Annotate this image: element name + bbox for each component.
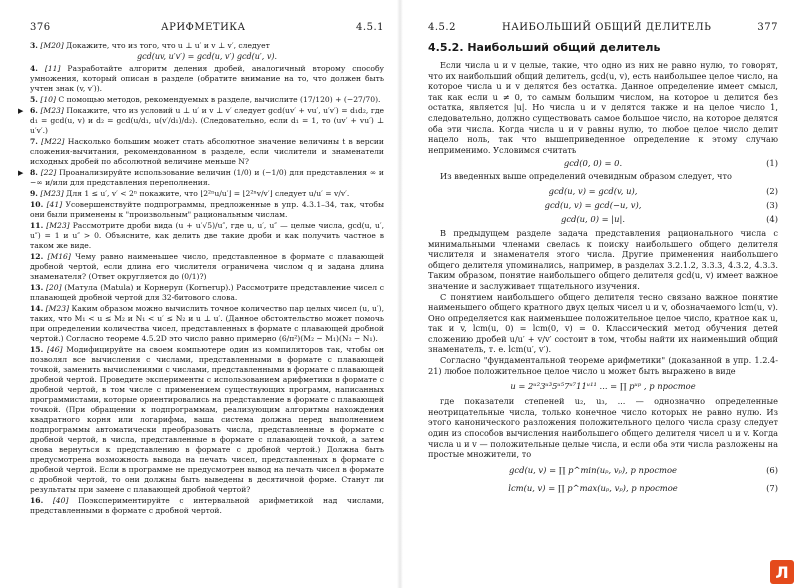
- equation-group-2-4: [428, 185, 778, 225]
- exercise-text: Модифицируйте на своем компьютере один из компиляторов так, чтобы он позволял все вычисления с числами, представленными в формате с плавающей точкой, заменить вычислениями с числами, представленными в формате с плавающей дробной чертой. Проведите эксперименты с использованием арифметики в формате с дробной чертой, в том числе с применением существующих программ, написанных программистами, которые ориентировались на представление в формате с плавающей точкой. (При обращении к подпрограммам, реализующим алгоритмы нахождения квадратного корня или логарифма, ваша система должна перед выполнением подпрограммы автоматически преобразовать числа, представленные в формате с дробной чертой, в числа, представленные в формате с плавающей точкой, а затем снова вернуться к представлению в формате с дробной чертой.) Должна быть предусмотрена возможность вывода на печать чисел, представленных в формате с дробной чертой. Если в программе не предусмотрен вывод на печать чисел в формате с дробной чертой, то они должны быть выведены в десятичной форме. Станут ли результаты при замене с плавающей дробной чертой?: [30, 345, 385, 494]
- exercise-number: 3.: [30, 41, 38, 50]
- exercise-text: Рассмотрите дроби вида (u + u′√5)/u″, где u, u′, u″ — целые числа, gcd(u, u′, u″) = 1 и u″ > 0. Объясните, как делить две такие дроби и как получить частное в таком же виде.: [30, 221, 384, 250]
- exercise-text: Проанализируйте использование величин (1/0) и (−1/0) для представления ∞ и −∞ и/или для представления переполнения.: [30, 168, 384, 187]
- left-running-title: АРИФМЕТИКА: [161, 22, 246, 33]
- exercise-rating: [M20]: [40, 41, 64, 50]
- exercise-item: [30, 200, 384, 220]
- exercise-number: 12.: [30, 252, 44, 261]
- exercise-text: Чему равно наименьшее число, представленное в формате с плавающей дробной чертой, если длина его числителя ограничена числом q и задана длина знаменателя? (Ответ округляется до (0/1)?): [30, 252, 384, 281]
- equation-4: [428, 213, 778, 225]
- paragraph-applications: В предыдущем разделе задача представления рационального числа с минимальными членами свелась к поиску наибольшего общего делителя числителя и знаменателя этого числа. Другие применения наибольшего общего делителя упоминались, например, в разделах 3.2.1.2, 3.3.3, 4.3.2, 4.3.3. Таким образом, понятие наибольшего общего делителя gcd(u, v) имеет важное значение и заслуживает тщательного изучения.: [428, 227, 778, 291]
- exercise-number: 6.: [30, 106, 38, 115]
- exercise-number: 15.: [30, 345, 44, 354]
- exercise-number: 14.: [30, 304, 44, 313]
- exercise-text: Разработайте алгоритм деления дробей, аналогичный второму способу умножения, который описан в разделе (обратите внимание на то, что должен быть учтен знак (v, v′)).: [30, 64, 384, 93]
- exercise-rating: [20]: [45, 283, 62, 292]
- paragraph-canonical-form: где показатели степеней u₂, u₃, ... — однозначно определенные неотрицательные числа, только конечное число которых не равно нулю. Из этого канонического разложения положительного целого числа сразу следует один из способов вычисления наибольшего общего делителя чисел u и v. Когда числа u и v — положительные целые числа, и если оба эти числа разложены на простые множители, то: [428, 396, 778, 460]
- exercise-rating: [M23]: [46, 221, 70, 230]
- equation-body: gcd(u, 0) = |u|.: [560, 213, 626, 224]
- exercise-text: Покажите, что из условий u ⊥ u′ и v ⊥ v′ следует gcd(uv′ + vu′, u′v′) = d₁d₂, где d₁ = gcd(u, v) и d₂ = gcd(u/d₁, u(v′/d₁)/d₂). (Следовательно, если d₁ = 1, то (uv′ + vu′) ⊥ u′v′.): [30, 106, 385, 135]
- exercise-rating: [22]: [40, 168, 57, 177]
- exercise-rating: [M23]: [40, 189, 64, 198]
- exercise-item: [30, 304, 384, 344]
- equation-body: gcd(u, v) = ∏ p^min(uₚ, vₚ), p простое: [509, 464, 677, 475]
- exercise-text: Усовершенствуйте подпрограммы, предложенные в упр. 4.3.1–34, так, чтобы они были применены к "произвольным" рациональным числам.: [30, 200, 384, 219]
- equation-3: [428, 199, 778, 211]
- equation-6: [428, 462, 778, 478]
- triangle-marker-icon: ▶: [18, 107, 24, 115]
- equation-number: (3): [766, 199, 778, 210]
- equation-number: (2): [766, 185, 778, 196]
- exercise-rating: [41]: [46, 200, 63, 209]
- equation-number: (6): [766, 464, 778, 475]
- equation-2: [428, 185, 778, 197]
- equation-body: lcm(u, v) = ∏ p^max(uₚ, vₚ), p простое: [508, 482, 678, 493]
- exercise-number: 9.: [30, 189, 38, 198]
- exercise-item: [30, 95, 384, 105]
- right-page-number: 377: [757, 22, 778, 33]
- equation-5: [428, 378, 778, 394]
- exercise-item: [30, 283, 384, 303]
- equation-body: gcd(u, v) = gcd(−u, v),: [544, 199, 642, 210]
- exercise-text: Для 1 ≤ u′, v′ < 2ⁿ покажите, что ⌊2²ⁿu/u′⌋ = ⌊2²ⁿv/v′⌋ следует u/u′ = v/v′.: [66, 189, 350, 198]
- equation-number: (1): [766, 158, 778, 169]
- exercise-item: [30, 496, 384, 516]
- left-page-number: 376: [30, 22, 51, 33]
- right-running-title: НАИБОЛЬШИЙ ОБЩИЙ ДЕЛИТЕЛЬ: [502, 22, 712, 33]
- section-title: 4.5.2. Наибольший общий делитель: [428, 41, 661, 54]
- exercise-rating: [46]: [46, 345, 63, 354]
- exercise-item: [30, 252, 384, 282]
- exercise-item: [18, 106, 385, 136]
- exercise-list: [18, 41, 385, 516]
- exercise-rating: [M16]: [47, 252, 71, 261]
- exercise-number: 4.: [30, 64, 38, 73]
- exercise-text: (Матула (Matula) и Корнеруп (Kornerup).) Рассмотрите представление чисел с плавающей дробной чертой для 32-битового слова.: [30, 283, 385, 302]
- exercise-text: Докажите, что из того, что u ⊥ u′ и v ⊥ v′, следует: [66, 41, 270, 50]
- exercise-number: 7.: [30, 137, 38, 146]
- exercise-rating: [10]: [40, 95, 56, 104]
- equation-body: u = 2ᵘ²3ᵘ³5ᵘ⁵7ᵘ⁷11ᵘ¹¹ ... = ∏ pᵘᵖ , p простое: [510, 381, 696, 392]
- right-running-head: [428, 22, 778, 33]
- exercise-text: Поэкспериментируйте с интервальной арифметикой над числами, представленными в формате с дробной чертой.: [30, 496, 385, 515]
- exercise-item: [30, 189, 384, 199]
- right-page: [400, 0, 800, 588]
- exercise-rating: [40]: [52, 496, 69, 505]
- exercise-item: [18, 168, 384, 188]
- exercise-item: [30, 345, 384, 495]
- exercise-item: [30, 137, 384, 167]
- exercise-number: 16.: [30, 496, 44, 505]
- exercise-item: [30, 64, 384, 94]
- exercise-number: 8.: [30, 168, 38, 177]
- exercise-number: 5.: [30, 95, 38, 104]
- equation-number: (7): [766, 482, 778, 493]
- equation-number: (4): [766, 213, 778, 224]
- exercise-item: [30, 41, 384, 51]
- paragraph-consequences: Из введенных выше определений очевидным образом следует, что: [440, 171, 732, 182]
- triangle-marker-icon: ▶: [18, 169, 24, 177]
- equation-7: [428, 480, 778, 496]
- equation-body: gcd(0, 0) = 0.: [563, 158, 623, 169]
- exercise-text: Каким образом можно вычислить точное количество пар целых чисел (u, u′), таких, что M₁ < u ≤ M₂ и N₁ < u′ ≤ N₂ и u ⊥ u′. (Данное обстоятельство может помочь при определении количества чисел, представленных в формате с плавающей дробной чертой.) Согласно теореме 4.5.2D это число равно примерно (6/π²)(M₂ − M₁)(N₂ − N₁).: [30, 304, 384, 343]
- exercise-rating: [M22]: [41, 137, 65, 146]
- exercise-number: 10.: [30, 200, 44, 209]
- paragraph-fundamental-theorem: Согласно "фундаментальной теореме арифметики" (доказанной в упр. 1.2.4-21) любое положительное целое число u может быть выражено в виде: [428, 355, 778, 376]
- left-section-ref: 4.5.1: [356, 22, 384, 33]
- paragraph-lcm: С понятием наибольшего общего делителя тесно связано важное понятие наименьшего общего кратного двух целых чисел u и v, обозначаемого lcm(u, v). Оно определяется как наименьшее положительное целое число, кратное как u, так и v, lcm(u, 0) = lcm(0, v) = 0. Классический метод обучения детей сложению дробей u/u′ + v/v′ состоит в том, чтобы найти их наименьший общий знаменатель, т. е. lcm(u′, v′).: [428, 291, 778, 355]
- exercise-rating: [M23]: [45, 304, 70, 313]
- publisher-logo: Л: [770, 560, 794, 584]
- equation-body: gcd(u, v) = gcd(v, u),: [548, 185, 638, 196]
- exercise-rating: [M23]: [40, 106, 64, 115]
- paragraph-definition: Если числа u и v целые, такие, что одно из них не равно нулю, то говорят, что их наибольший общий делитель, gcd(u, v), есть наибольшее целое число, на которое числа u и v делятся без остатка. Данное определение имеет смысл, так как если u ≠ 0, то самым большим числом, на которое u делится без остатка, является |u|. Но числа u и v делятся также и на целое число 1, следовательно, должно существовать самое большое число, на которое делятся оба эти числа. Когда числа u и v равны нулю, то любое целое число делит нацело ноль, так что вышеприведенное определение к этому случаю неприменимо. Условимся считать: [428, 60, 778, 155]
- left-running-head: [30, 22, 384, 33]
- exercise-number: 11.: [30, 221, 44, 230]
- exercise-rating: [11]: [44, 64, 61, 73]
- exercise-text: Насколько большим может стать абсолютное значение величины t в версии сложения-вычитания, рекомендованном в разделе, если числители и знаменатели исходных дробей по абсолютной величине меньше N?: [30, 137, 384, 166]
- right-section-ref: 4.5.2: [428, 22, 456, 33]
- exercise-formula: gcd(uv, u′v′) = gcd(u, v′) gcd(u′, v).: [136, 52, 278, 61]
- equation-1: [428, 157, 778, 169]
- exercise-number: 13.: [30, 283, 44, 292]
- exercise-item: [30, 221, 384, 251]
- exercise-text: С помощью методов, рекомендуемых в разделе, вычислите (17/120) + (−27/70).: [58, 95, 381, 104]
